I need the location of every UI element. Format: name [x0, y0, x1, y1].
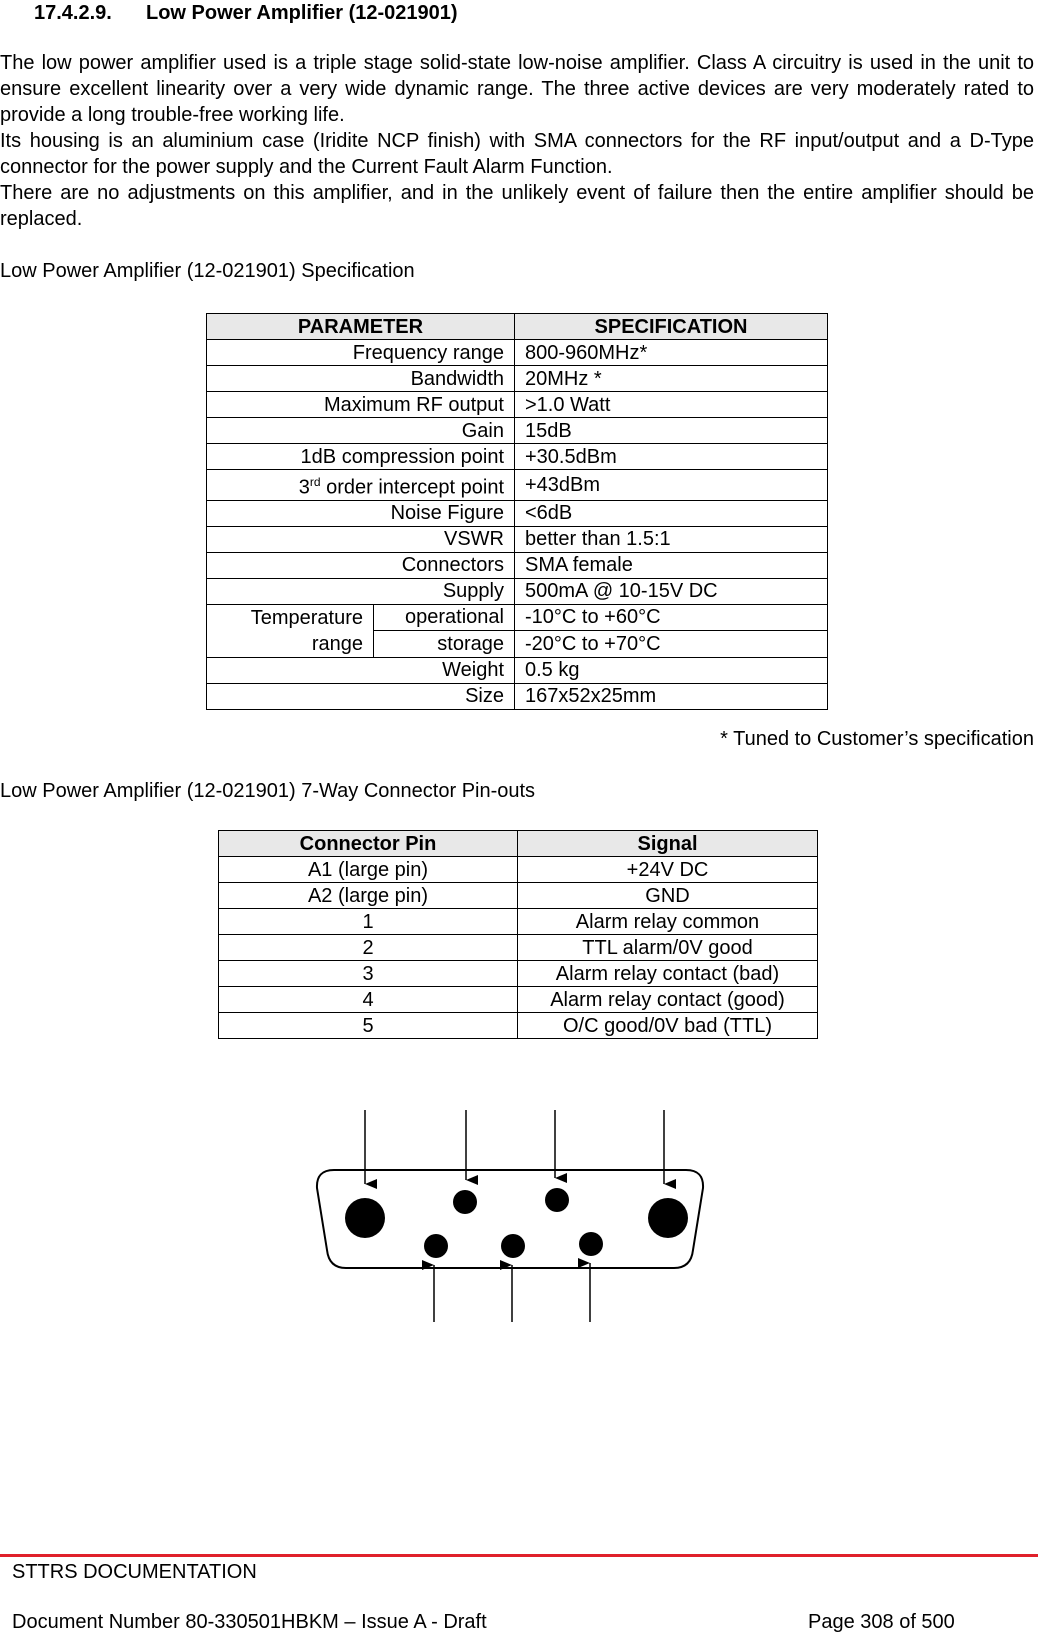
paragraph-housing: Its housing is an aluminium case (Iridite NCP finish) with SMA connectors for the RF input/output and a D-Type connector for the power supply and the Current Fault Alarm Function.	[0, 130, 1034, 178]
pin-header-row	[219, 831, 818, 857]
param-cell: storage	[374, 631, 515, 658]
pin-header-signal: Signal	[518, 831, 818, 857]
spec-cell: -10°C to +60°C	[515, 604, 828, 631]
section-title: Low Power Amplifier (12-021901)	[146, 2, 458, 24]
table-row	[207, 366, 828, 392]
pin-cell: 1	[219, 909, 518, 935]
spec-cell: +43dBm	[515, 470, 828, 501]
signal-cell: TTL alarm/0V good	[518, 935, 818, 961]
spec-cell: <6dB	[515, 500, 828, 526]
pin-a2-large	[648, 1198, 688, 1238]
table-row	[207, 470, 828, 501]
signal-cell: GND	[518, 883, 818, 909]
spec-header-specification: SPECIFICATION	[515, 314, 828, 340]
table-row	[207, 526, 828, 552]
footer-page-number: Page 308 of 500	[808, 1611, 955, 1633]
spec-cell: 167x52x25mm	[515, 683, 828, 709]
param-suffix: order intercept point	[320, 476, 504, 499]
spec-cell: 0.5 kg	[515, 657, 828, 683]
pin-header-connector: Connector Pin	[219, 831, 518, 857]
param-cell: 1dB compression point	[207, 444, 515, 470]
footer-title: STTRS DOCUMENTATION	[12, 1561, 257, 1583]
param-cell: Weight	[207, 657, 515, 683]
pin-cell: 4	[219, 987, 518, 1013]
footer-document-number: Document Number 80-330501HBKM – Issue A - Draft	[12, 1611, 487, 1633]
pin-cell: 2	[219, 935, 518, 961]
pin-caption: Low Power Amplifier (12-021901) 7-Way Connector Pin-outs	[0, 780, 536, 802]
paragraph-intro: The low power amplifier used is a triple stage solid-state low-noise amplifier. Class A circuitry is used in the unit to ensure excellent linearity over a very wide dynamic range. The three active devices are very moderately rated to provide a long trouble-free working life.	[0, 52, 1034, 126]
table-row	[207, 657, 828, 683]
pin-a1-large	[345, 1198, 385, 1238]
table-row	[219, 935, 818, 961]
table-row	[207, 578, 828, 604]
d-type-connector-diagram	[300, 1110, 720, 1330]
pin-1	[453, 1190, 477, 1214]
spec-cell: SMA female	[515, 552, 828, 578]
table-row	[219, 883, 818, 909]
param-cell: Supply	[207, 578, 515, 604]
spec-table	[206, 313, 828, 710]
param-cell: Size	[207, 683, 515, 709]
param-cell: Bandwidth	[207, 366, 515, 392]
spec-footnote: * Tuned to Customer’s specification	[720, 728, 1034, 750]
spec-cell: 800-960MHz*	[515, 340, 828, 366]
param-cell: operational	[374, 604, 515, 631]
spec-header-row	[207, 314, 828, 340]
pin-cell: 3	[219, 961, 518, 987]
table-row	[219, 857, 818, 883]
table-row	[219, 961, 818, 987]
param-cell: Frequency range	[207, 340, 515, 366]
table-row	[207, 683, 828, 709]
table-row	[207, 500, 828, 526]
table-row	[207, 552, 828, 578]
spec-caption: Low Power Amplifier (12-021901) Specification	[0, 260, 415, 282]
pin-cell: 5	[219, 1013, 518, 1039]
pin-3	[424, 1234, 448, 1258]
pin-cell: A1 (large pin)	[219, 857, 518, 883]
pin-cell: A2 (large pin)	[219, 883, 518, 909]
spec-cell: better than 1.5:1	[515, 526, 828, 552]
spec-cell: >1.0 Watt	[515, 392, 828, 418]
spec-cell: 500mA @ 10-15V DC	[515, 578, 828, 604]
param-cell: Noise Figure	[207, 500, 515, 526]
paragraph-adjustments: There are no adjustments on this amplifier, and in the unlikely event of failure then the entire amplifier should be replaced.	[0, 182, 1034, 230]
table-row	[207, 604, 828, 631]
temperature-group-cell: Temperature range	[207, 604, 374, 657]
spec-cell: -20°C to +70°C	[515, 631, 828, 658]
signal-cell: O/C good/0V bad (TTL)	[518, 1013, 818, 1039]
spec-cell: 20MHz *	[515, 366, 828, 392]
spec-header-parameter: PARAMETER	[207, 314, 515, 340]
section-heading	[34, 0, 458, 26]
signal-cell: +24V DC	[518, 857, 818, 883]
section-number: 17.4.2.9.	[34, 2, 112, 24]
table-row	[207, 444, 828, 470]
signal-cell: Alarm relay contact (bad)	[518, 961, 818, 987]
param-cell	[207, 470, 515, 501]
table-row	[219, 1013, 818, 1039]
pin-table	[218, 830, 818, 1039]
signal-cell: Alarm relay common	[518, 909, 818, 935]
body-text	[0, 50, 1034, 232]
param-cell: Maximum RF output	[207, 392, 515, 418]
param-prefix: 3	[298, 476, 310, 499]
table-row	[207, 340, 828, 366]
pin-4	[501, 1234, 525, 1258]
table-row	[207, 392, 828, 418]
spec-cell: +30.5dBm	[515, 444, 828, 470]
table-row	[219, 987, 818, 1013]
param-cell: Gain	[207, 418, 515, 444]
table-row	[219, 909, 818, 935]
table-row	[207, 418, 828, 444]
signal-cell: Alarm relay contact (good)	[518, 987, 818, 1013]
param-cell: VSWR	[207, 526, 515, 552]
param-cell: Connectors	[207, 552, 515, 578]
pin-2	[545, 1188, 569, 1212]
pin-5	[579, 1232, 603, 1256]
param-superscript: rd	[309, 475, 321, 489]
spec-cell: 15dB	[515, 418, 828, 444]
